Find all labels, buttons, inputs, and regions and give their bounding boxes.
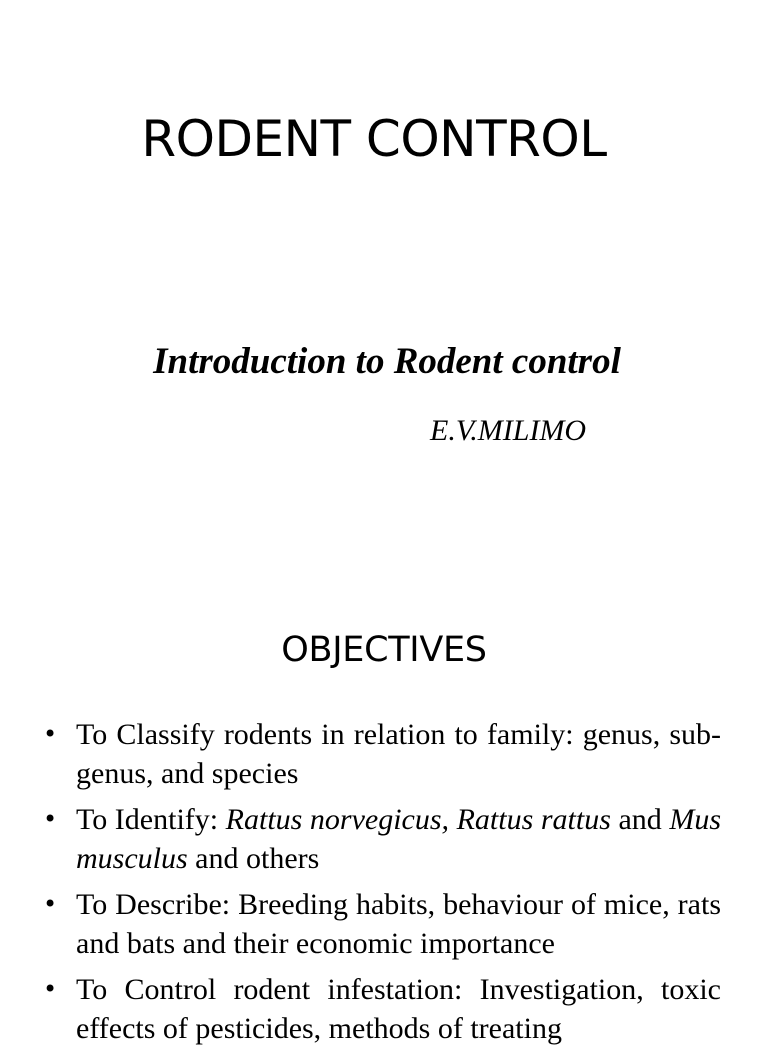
objectives-list [0,715,768,1055]
bullet-icon: • [43,805,58,833]
objective-text-connector: and [610,803,670,836]
slide-title: RODENT CONTROL [141,110,607,168]
author-name: E.V.MILIMO [430,414,587,447]
objective-control [0,970,768,1048]
bullet-icon: • [43,975,58,1003]
objective-identify [0,800,768,878]
species-name-mus: Mus musculus [76,803,721,875]
objective-text-suffix: and others [187,842,320,875]
species-names: Rattus norvegicus, Rattus rattus [225,803,611,836]
objective-text: To Describe: Breeding habits, behaviour of mice, rats and bats and their economic importance [76,888,721,960]
objectives-heading: OBJECTIVES [281,630,487,670]
bullet-icon: • [43,720,58,748]
objective-describe [0,885,768,963]
objective-classify [0,715,768,793]
slide-subtitle: Introduction to Rodent control [153,341,621,382]
objective-text-prefix: To Identify: [76,803,226,836]
objective-text: To Classify rodents in relation to family: genus, sub-genus, and species [76,718,721,790]
bullet-icon: • [43,890,58,918]
objective-text: To Control rodent infestation: Investigation, toxic effects of pesticides, methods of treating [76,973,721,1045]
